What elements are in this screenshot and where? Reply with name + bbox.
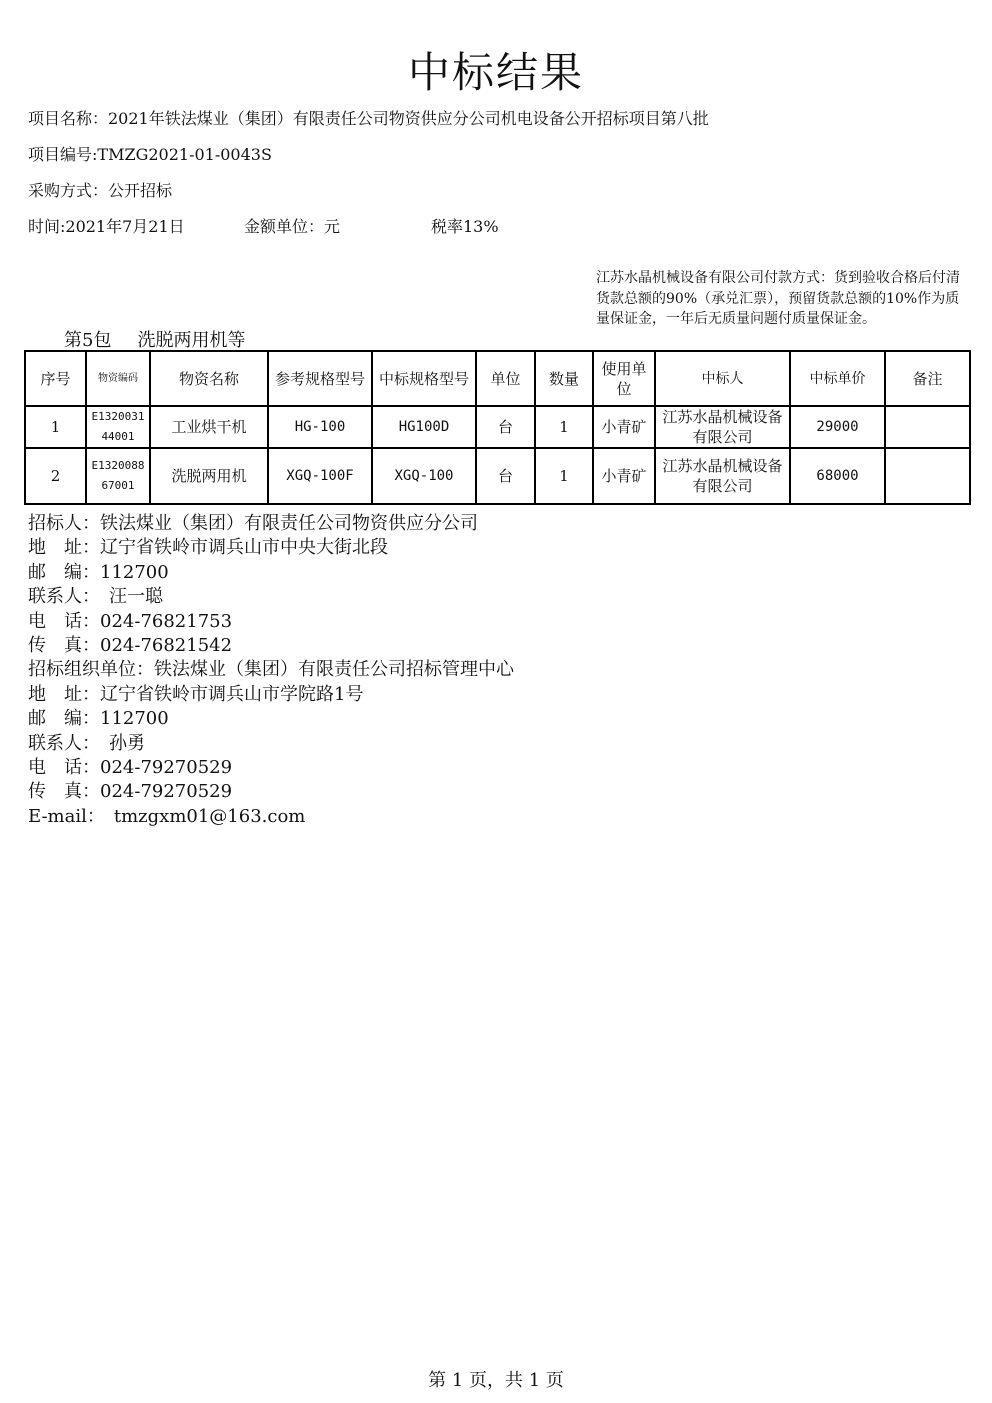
header-unit-price: 中标单价	[790, 351, 885, 406]
cell-win-spec: HG100D	[372, 406, 476, 448]
tenderer-fax: 传 真：024-76821542	[28, 635, 233, 657]
cell-ref-spec: XGQ-100F	[268, 448, 372, 504]
agency-phone: 电 话：024-79270529	[28, 757, 233, 779]
contact-email: E-mail： tmzgxm01@163.com	[28, 805, 306, 827]
payment-terms: 江苏水晶机械设备有限公司付款方式：货到验收合格后付清货款总额的90%（承兑汇票），预留货款总额的10%作为质量保证金，一年后无质量问题付质量保证金。	[596, 270, 960, 327]
cell-winner: 江苏水晶机械设备有限公司	[655, 448, 790, 504]
tax-rate: 税率13%	[431, 217, 499, 236]
agency-postcode: 邮 编：112700	[28, 708, 169, 730]
header-quantity: 数量	[535, 351, 593, 406]
cell-seq: 2	[25, 448, 86, 504]
header-material-name: 物资名称	[150, 351, 268, 406]
header-user-unit: 使用单位	[593, 351, 655, 406]
table-row	[25, 448, 970, 504]
tenderer-address: 地 址：辽宁省铁岭市调兵山市中央大街北段	[28, 537, 388, 559]
cell-material-name: 洗脱两用机	[150, 448, 268, 504]
project-name: 项目名称：2021年铁法煤业（集团）有限责任公司物资供应分公司机电设备公开招标项目第八批	[28, 109, 709, 128]
cell-quantity: 1	[535, 448, 593, 504]
cell-material-name: 工业烘干机	[150, 406, 268, 448]
cell-unit: 台	[476, 448, 535, 504]
tenderer-postcode: 邮 编：112700	[28, 561, 169, 583]
cell-remark	[885, 406, 970, 448]
cell-quantity: 1	[535, 406, 593, 448]
cell-remark	[885, 448, 970, 504]
table-row	[25, 406, 970, 448]
project-number: 项目编号:TMZG2021-01-0043S	[28, 145, 272, 164]
page-footer: 第 1 页，共 1 页	[428, 1370, 564, 1391]
tenderer-contact: 联系人： 汪一聪	[28, 586, 163, 608]
header-remark: 备注	[885, 351, 970, 406]
amount-unit: 金额单位：元	[244, 217, 341, 236]
header-unit: 单位	[476, 351, 535, 406]
agency-fax: 传 真：024-79270529	[28, 781, 233, 803]
cell-seq: 1	[25, 406, 86, 448]
header-ref-spec: 参考规格型号	[268, 351, 372, 406]
cell-ref-spec: HG-100	[268, 406, 372, 448]
award-results-table	[24, 350, 971, 505]
cell-material-code: E132003144001	[86, 406, 150, 448]
contact-info	[28, 512, 514, 829]
tenderer-phone: 电 话：024-76821753	[28, 610, 233, 632]
package-heading	[64, 326, 245, 352]
header-win-spec: 中标规格型号	[372, 351, 476, 406]
table-header-row	[25, 351, 970, 406]
page-title: 中标结果	[407, 48, 584, 97]
header-winner: 中标人	[655, 351, 790, 406]
cell-user-unit: 小青矿	[593, 448, 655, 504]
agency-address: 地 址：辽宁省铁岭市调兵山市学院路1号	[28, 683, 364, 705]
award-time: 时间:2021年7月21日	[28, 217, 185, 236]
cell-win-spec: XGQ-100	[372, 448, 476, 504]
tenderer-name: 招标人：铁法煤业（集团）有限责任公司物资供应分公司	[28, 513, 478, 534]
cell-unit-price: 29000	[790, 406, 885, 448]
cell-material-code: E132008867001	[86, 448, 150, 504]
cell-unit: 台	[476, 406, 535, 448]
cell-user-unit: 小青矿	[593, 406, 655, 448]
package-name: 洗脱两用机等	[137, 330, 246, 351]
cell-winner: 江苏水晶机械设备有限公司	[655, 406, 790, 448]
procurement-method: 采购方式：公开招标	[28, 181, 173, 200]
header-seq: 序号	[25, 351, 86, 406]
package-number: 第5包	[64, 330, 112, 351]
cell-unit-price: 68000	[790, 448, 885, 504]
header-material-code: 物资编码	[86, 351, 150, 406]
agency-contact: 联系人： 孙勇	[28, 732, 145, 754]
agency-name: 招标组织单位：铁法煤业（集团）有限责任公司招标管理中心	[28, 659, 514, 681]
